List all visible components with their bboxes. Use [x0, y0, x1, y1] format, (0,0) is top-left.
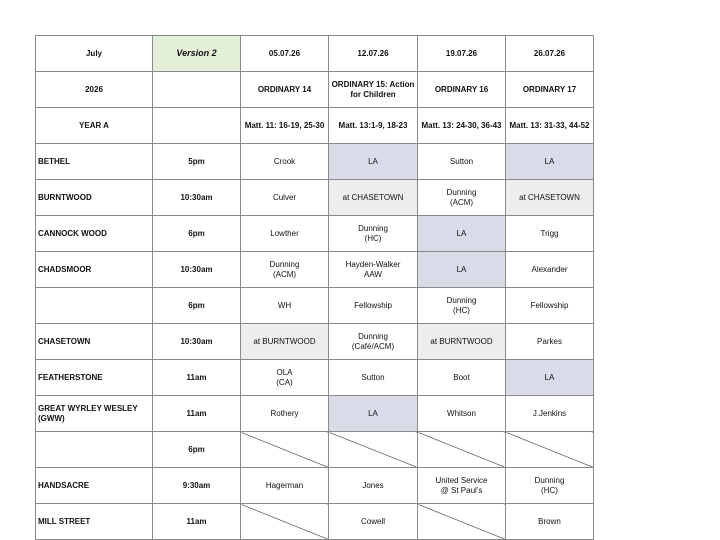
- church-name: FEATHERSTONE: [36, 360, 153, 396]
- service-time: 6pm: [153, 216, 241, 252]
- preacher-cell: [329, 216, 418, 252]
- header-row-dates: [36, 36, 594, 72]
- church-name: CHASETOWN: [36, 324, 153, 360]
- no-service-cell: [418, 432, 506, 468]
- preacher-text: Dunning (Café/ACM): [351, 331, 395, 351]
- service-time: 10:30am: [153, 252, 241, 288]
- preacher-cell: [418, 288, 506, 324]
- preacher-cell: LA: [418, 216, 506, 252]
- reading-cell: Matt. 13: 24-30, 36-43: [418, 108, 506, 144]
- preacher-cell: LA: [418, 252, 506, 288]
- preacher-text: Dunning (ACM): [446, 187, 477, 207]
- table-row: [36, 468, 594, 504]
- table-row: [36, 180, 594, 216]
- preacher-cell: Boot: [418, 360, 506, 396]
- no-service-cell: [329, 432, 418, 468]
- preacher-cell: LA: [329, 396, 418, 432]
- table-row: [36, 504, 594, 540]
- service-time: 11am: [153, 504, 241, 540]
- preacher-text: Hayden-Walker AAW: [345, 259, 401, 279]
- date-cell: 12.07.26: [329, 36, 418, 72]
- preacher-cell: Rothery: [241, 396, 329, 432]
- preacher-cell: Lowther: [241, 216, 329, 252]
- service-time: 11am: [153, 396, 241, 432]
- preacher-cell: Whitson: [418, 396, 506, 432]
- preacher-text: Dunning (HC): [446, 295, 477, 315]
- service-time: 10:30am: [153, 180, 241, 216]
- preacher-cell: Sutton: [329, 360, 418, 396]
- service-time: 9:30am: [153, 468, 241, 504]
- preacher-cell: Trigg: [506, 216, 594, 252]
- date-cell: 19.07.26: [418, 36, 506, 72]
- empty-cell: [153, 72, 241, 108]
- preacher-cell: WH: [241, 288, 329, 324]
- preacher-cell: at CHASETOWN: [329, 180, 418, 216]
- service-time: 10:30am: [153, 324, 241, 360]
- church-name: HANDSACRE: [36, 468, 153, 504]
- preacher-text: Dunning (HC): [358, 223, 388, 243]
- preacher-cell: [329, 252, 418, 288]
- preacher-cell: [241, 252, 329, 288]
- service-time: 6pm: [153, 432, 241, 468]
- preacher-cell: at CHASETOWN: [506, 180, 594, 216]
- preacher-text: Dunning (HC): [534, 475, 565, 495]
- preaching-plan-table: [35, 35, 594, 540]
- no-service-cell: [241, 504, 329, 540]
- preacher-cell: [329, 324, 418, 360]
- month-cell: July: [36, 36, 153, 72]
- service-time: 5pm: [153, 144, 241, 180]
- table-row: [36, 144, 594, 180]
- preacher-cell: Hagerman: [241, 468, 329, 504]
- preacher-cell: LA: [506, 360, 594, 396]
- preacher-cell: LA: [329, 144, 418, 180]
- service-time: 6pm: [153, 288, 241, 324]
- preacher-cell: Cowell: [329, 504, 418, 540]
- preacher-cell: at BURNTWOOD: [241, 324, 329, 360]
- preacher-cell: Fellowship: [506, 288, 594, 324]
- church-name: MILL STREET: [36, 504, 153, 540]
- table-row: [36, 324, 594, 360]
- preacher-cell: J.Jenkins: [506, 396, 594, 432]
- preacher-cell: [506, 468, 594, 504]
- date-cell: 26.07.26: [506, 36, 594, 72]
- table-row: [36, 360, 594, 396]
- preacher-cell: at BURNTWOOD: [418, 324, 506, 360]
- no-service-cell: [241, 432, 329, 468]
- preacher-text: OLA (CA): [276, 367, 293, 387]
- reading-cell: Matt. 13: 31-33, 44-52: [506, 108, 594, 144]
- year-cell: 2026: [36, 72, 153, 108]
- version-cell: Version 2: [153, 36, 241, 72]
- church-name: GREAT WYRLEY WESLEY (GWW): [36, 396, 153, 432]
- preacher-cell: [241, 360, 329, 396]
- header-row-readings: [36, 108, 594, 144]
- empty-cell: [153, 108, 241, 144]
- preacher-cell: LA: [506, 144, 594, 180]
- reading-cell: Matt. 13:1-9, 18-23: [329, 108, 418, 144]
- year-label-cell: YEAR A: [36, 108, 153, 144]
- sunday-cell: ORDINARY 14: [241, 72, 329, 108]
- preacher-cell: Parkes: [506, 324, 594, 360]
- sunday-cell: ORDINARY 15: Action for Children: [329, 72, 418, 108]
- preacher-cell: Jones: [329, 468, 418, 504]
- preacher-cell: [418, 468, 506, 504]
- service-time: 11am: [153, 360, 241, 396]
- table-row: [36, 432, 594, 468]
- table-row: [36, 396, 594, 432]
- header-row-sundays: [36, 72, 594, 108]
- preacher-cell: Fellowship: [329, 288, 418, 324]
- preacher-cell: Sutton: [418, 144, 506, 180]
- church-name: BETHEL: [36, 144, 153, 180]
- preacher-text: United Service @ St Paul's: [435, 475, 488, 495]
- church-name: [36, 288, 153, 324]
- sunday-cell: ORDINARY 17: [506, 72, 594, 108]
- preacher-text: Dunning (ACM): [269, 259, 300, 279]
- preacher-cell: Brown: [506, 504, 594, 540]
- table-row: [36, 252, 594, 288]
- sunday-cell: ORDINARY 16: [418, 72, 506, 108]
- preacher-cell: Crook: [241, 144, 329, 180]
- no-service-cell: [418, 504, 506, 540]
- date-cell: 05.07.26: [241, 36, 329, 72]
- church-name: BURNTWOOD: [36, 180, 153, 216]
- church-name: CHADSMOOR: [36, 252, 153, 288]
- no-service-cell: [506, 432, 594, 468]
- table-row: [36, 216, 594, 252]
- preacher-cell: Alexander: [506, 252, 594, 288]
- church-name: CANNOCK WOOD: [36, 216, 153, 252]
- church-name: [36, 432, 153, 468]
- table-row: [36, 288, 594, 324]
- preacher-cell: Culver: [241, 180, 329, 216]
- preacher-cell: [418, 180, 506, 216]
- reading-cell: Matt. 11: 16-19, 25-30: [241, 108, 329, 144]
